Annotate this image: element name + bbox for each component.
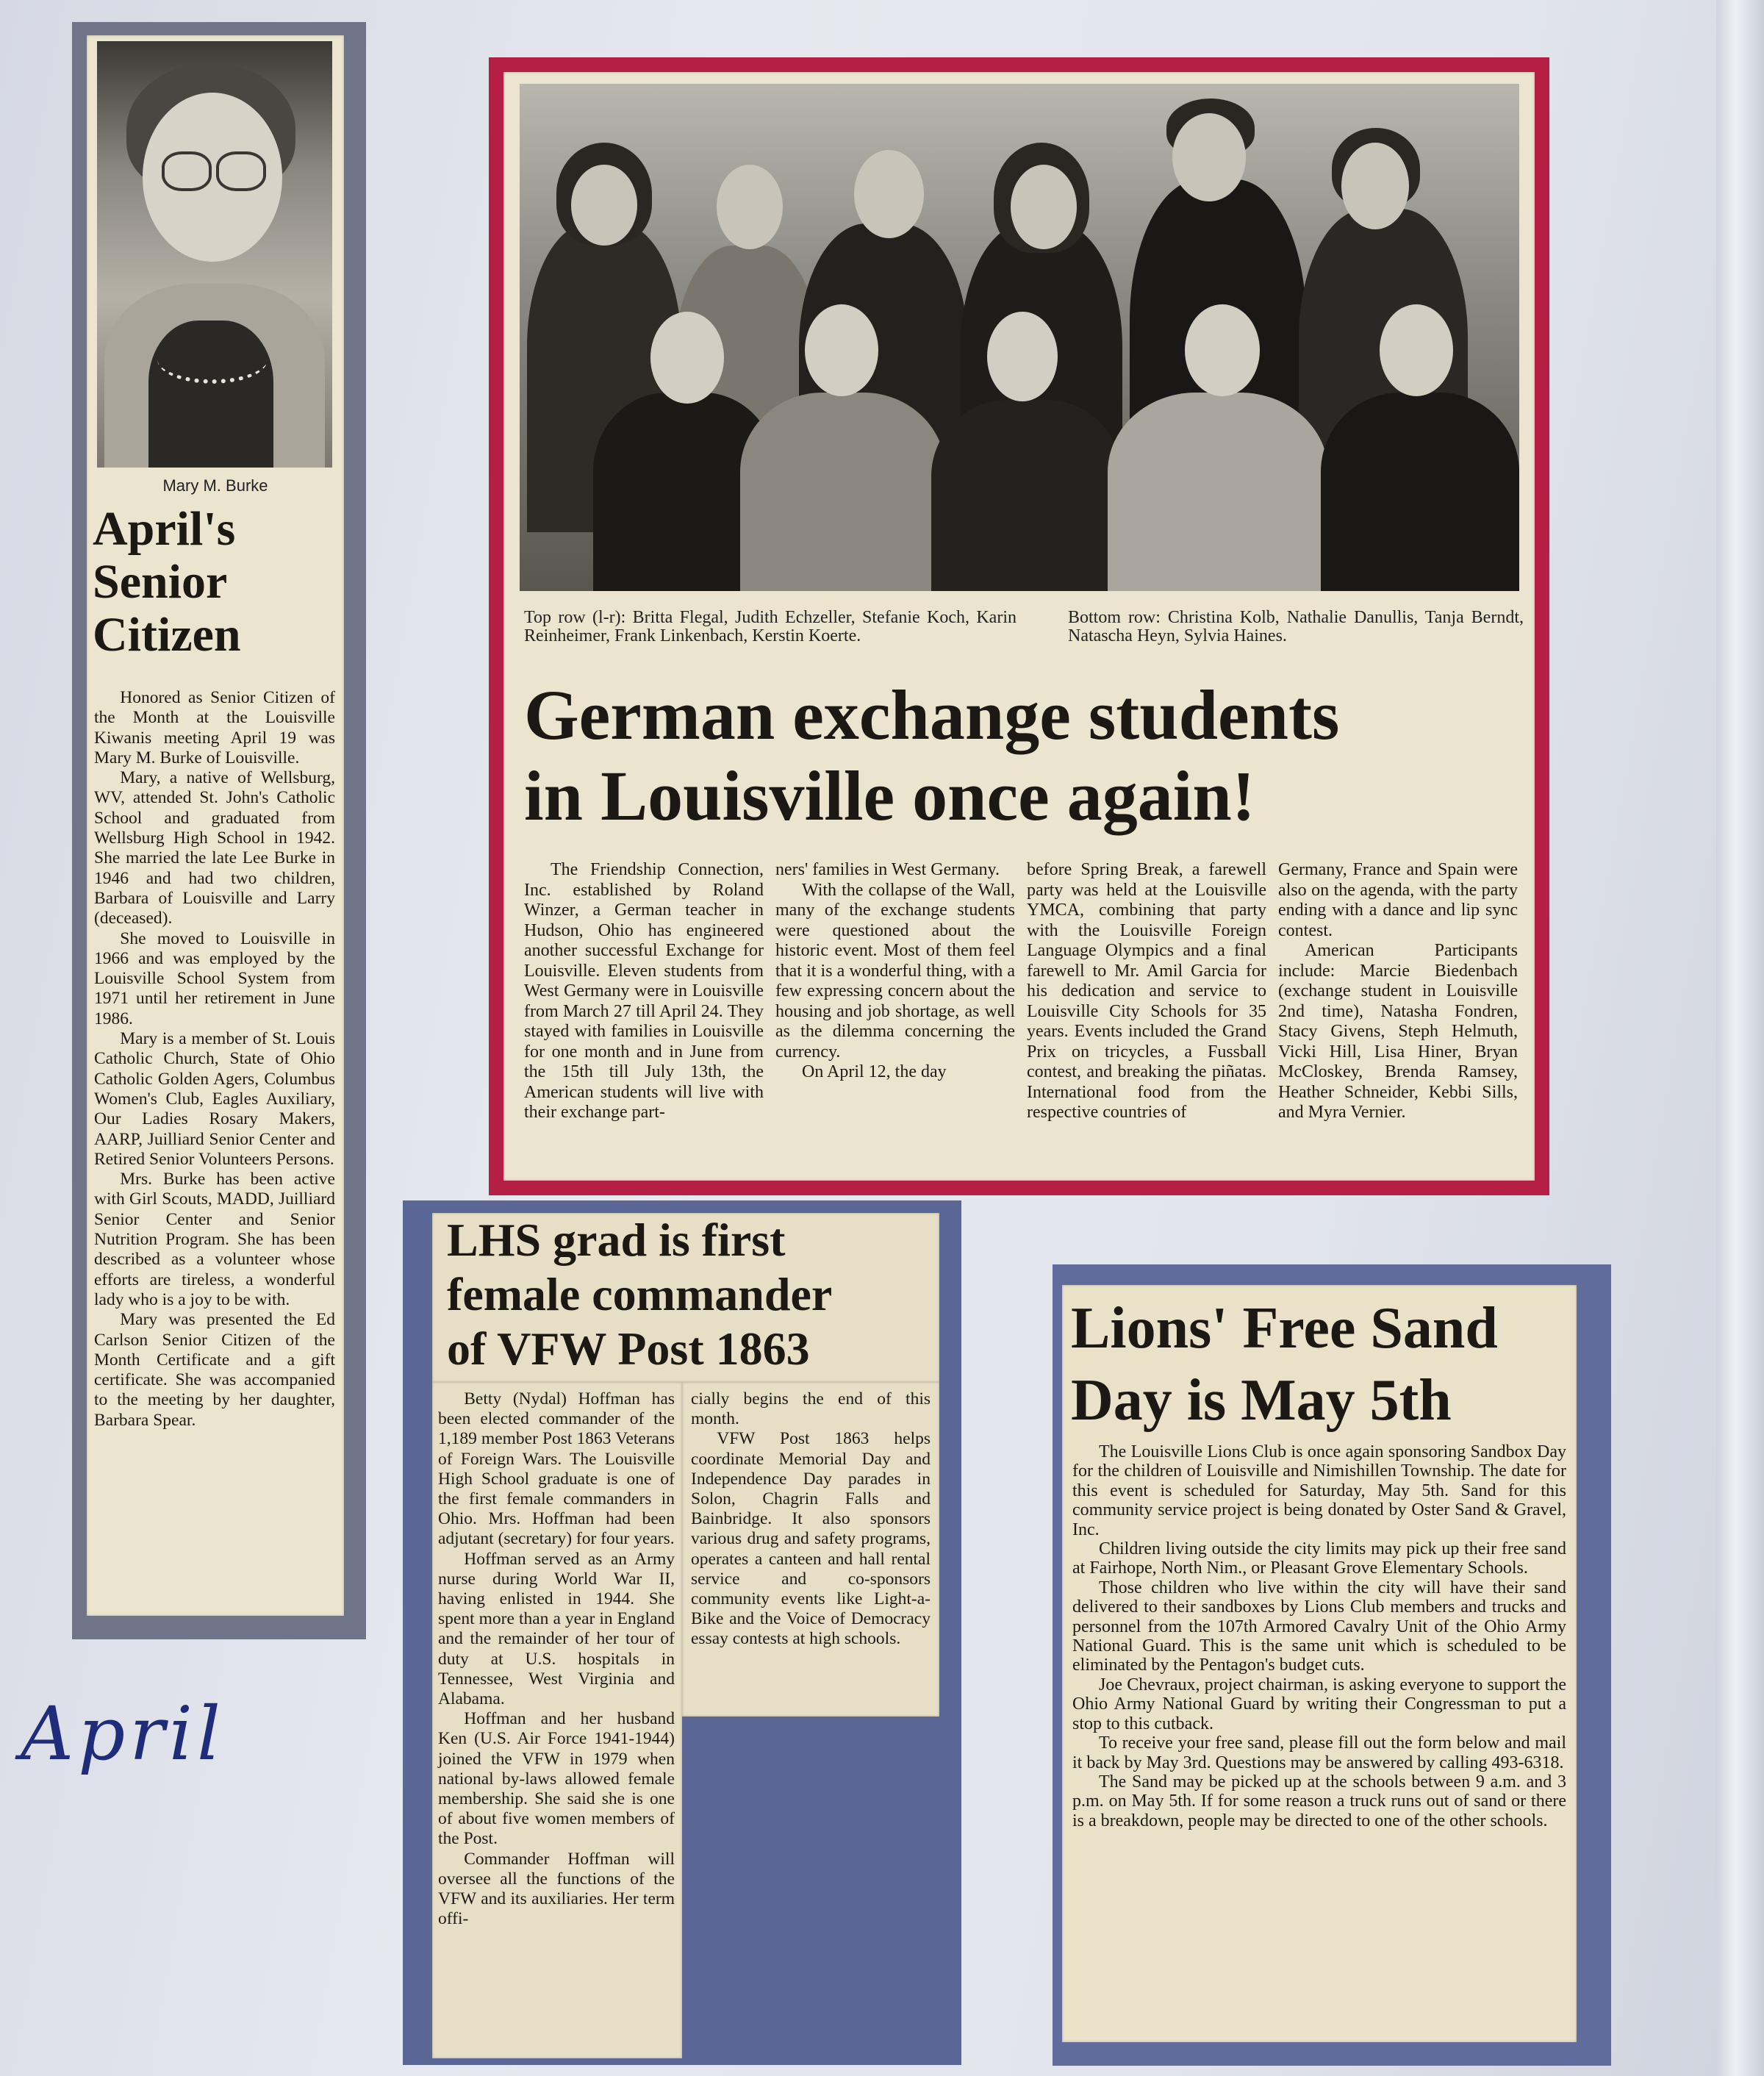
- senior-citizen-headline: April's Senior Citizen: [93, 502, 241, 662]
- senior-citizen-article: Honored as Senior Citizen of the Month at the Louisville Kiwanis meeting April 19 was Mary M. Burke of Louisville. Mary, a native of Wellsburg, WV, attended St. John's Catholic School and graduated from Wellsburg High School in 1942. She married the late Lee Burke in 1946 and had two children, Barbara of Louisville and Larry (deceased). She moved to Louisville in 1966 and was employed by the Louisville School System from 1971 until her retirement in June 1986. Mary is a member of St. Louis Catholic Church, State of Ohio Catholic Golden Agers, Columbus Women's Club, Eagles Auxiliary, Our Ladies Rosary Makers, AARP, Juilliard Senior Center and Retired Senior Volunteers Persons. Mrs. Burke has been active with Girl Scouts, MADD, Juilliard Senior Center and Senior Nutrition Program. She has been described as a volunteer whose efforts are tireless, a wonderful lady who is a joy to be with. Mary was presented the Ed Carlson Senior Citizen of the Month Certificate and a gift certificate. She was accompanied to the meeting by her daughter, Barbara Spear.: [94, 688, 335, 1430]
- vfw-article-col-2: cially begins the end of this month. VFW Post 1863 helps coordinate Memorial Day and Independence Day parades in Solon, Chagrin Falls and Bainbridge. It also sponsors various drug and safety programs, operates a canteen and hall rental service and co-sponsors community events like Light-a-Bike and the Voice of Democracy essay contests at high schools.: [691, 1389, 931, 1649]
- senior-citizen-photo: [97, 41, 332, 468]
- senior-citizen-clipping: [87, 35, 344, 1616]
- lions-clipping: [1062, 1285, 1577, 2042]
- exchange-article-col-4: Germany, France and Spain were also on the agenda, with the party ending with a dance and lip sync contest. American Participants include: Marcie Biedenbach (exchange student in Louisville 2nd time), Natasha Fondren, Stacy Givens, Steph Helmuth, Vicki Hill, Lisa Hiner, Bryan McCloskey, Brenda Ramsey, Heather Schneider, Kebbi Sills, and Myra Vernier.: [1278, 860, 1518, 1122]
- month-label: April: [21, 1691, 225, 1777]
- vfw-headline: LHS grad is first female commander of VFW Post 1863: [447, 1214, 833, 1375]
- exchange-students-photo: [520, 84, 1519, 591]
- exchange-article-col-1: The Friendship Connection, Inc. established by Roland Winzer, a German teacher in Hudson, Ohio has engineered another successful Exchange for Louisville. Eleven students from West Germany were in Louisville from March 27 till April 24. They stayed with families in Louisville for one month and in June from the 15th till July 13th, the American students will live with their exchange part-: [524, 860, 764, 1122]
- exchange-photo-caption-bottom: Bottom row: Christina Kolb, Nathalie Danullis, Tanja Berndt, Natascha Heyn, Sylvia Haines.: [1068, 608, 1524, 645]
- exchange-photo-caption-top: Top row (l-r): Britta Flegal, Judith Echzeller, Stefanie Koch, Karin Reinheimer, Frank Linkenbach, Kerstin Koerte.: [524, 608, 1017, 645]
- vfw-clipping-headline-area: [432, 1213, 939, 1382]
- vfw-clipping-col-1: [432, 1382, 682, 2058]
- page-edge: [1716, 0, 1764, 2076]
- lions-headline: Lions' Free Sand Day is May 5th: [1071, 1296, 1498, 1433]
- exchange-students-clipping: [503, 72, 1535, 1181]
- exchange-students-headline: German exchange students in Louisville once again!: [524, 676, 1340, 835]
- exchange-article-col-3: before Spring Break, a farewell party was held at the Louisville YMCA, combining that party with the Louisville Foreign Language Olympics and a final farewell to Mr. Amil Garcia for his dedication and service to Louisville City Schools for 35 years. Events included the Grand Prix on tricycles, a Fussball contest, and breaking the piñatas. International food from the respective countries of: [1027, 860, 1266, 1122]
- vfw-article-col-1: Betty (Nydal) Hoffman has been elected commander of the 1,189 member Post 1863 Veterans of Foreign Wars. The Louisville High School graduate is one of the first female commanders in Ohio. Mrs. Hoffman had been adjutant (secretary) for four years. Hoffman served as an Army nurse during World War II, having enlisted in 1944. She spent more than a year in England and the remainder of her tour of duty at U.S. hospitals in Tennessee, West Virginia and Alabama. Hoffman and her husband Ken (U.S. Air Force 1941-1944) joined the VFW in 1979 when national by-laws allowed female membership. She said she is one of about five women members of the Post. Commander Hoffman will oversee all the functions of the VFW and its auxiliaries. Her term offi-: [438, 1389, 675, 1929]
- lions-article: The Louisville Lions Club is once again sponsoring Sandbox Day for the children of Louisville and Nimishillen Township. The date for this event is scheduled for Saturday, May 5th. Sand for this community service project is being donated by Oster Sand & Gravel, Inc. Children living outside the city limits may pick up their free sand at Fairhope, North Nim., or Pleasant Grove Elementary Schools. Those children who live within the city will have their sand delivered to their sandboxes by Lions Club members and trucks and personnel from the 107th Armored Cavalry Unit of the Ohio Army National Guard. This is the same unit which is scheduled to be eliminated by the Pentagon's budget cuts. Joe Chevraux, project chairman, is asking everyone to support the Ohio Army National Guard by writing their Congressman to put a stop to this cutback. To receive your free sand, please fill out the form below and mail it back by May 3rd. Questions may be answered by calling 493-6318. The Sand may be picked up at the schools between 9 a.m. and 3 p.m. on May 5th. If for some reason a truck runs out of sand or there is a breakdown, people may be directed to one of the other schools.: [1072, 1442, 1566, 1830]
- exchange-article-col-2: ners' families in West Germany. With the collapse of the Wall, many of the exchange students were questioned about the historic event. Most of them feel that it is a wonderful thing, with a few expressing concern about the housing and job shortage, as well as the dilemma concerning the currency. On April 12, the day: [775, 860, 1015, 1081]
- senior-citizen-photo-caption: Mary M. Burke: [162, 476, 268, 495]
- vfw-clipping-col-2: [682, 1382, 939, 1717]
